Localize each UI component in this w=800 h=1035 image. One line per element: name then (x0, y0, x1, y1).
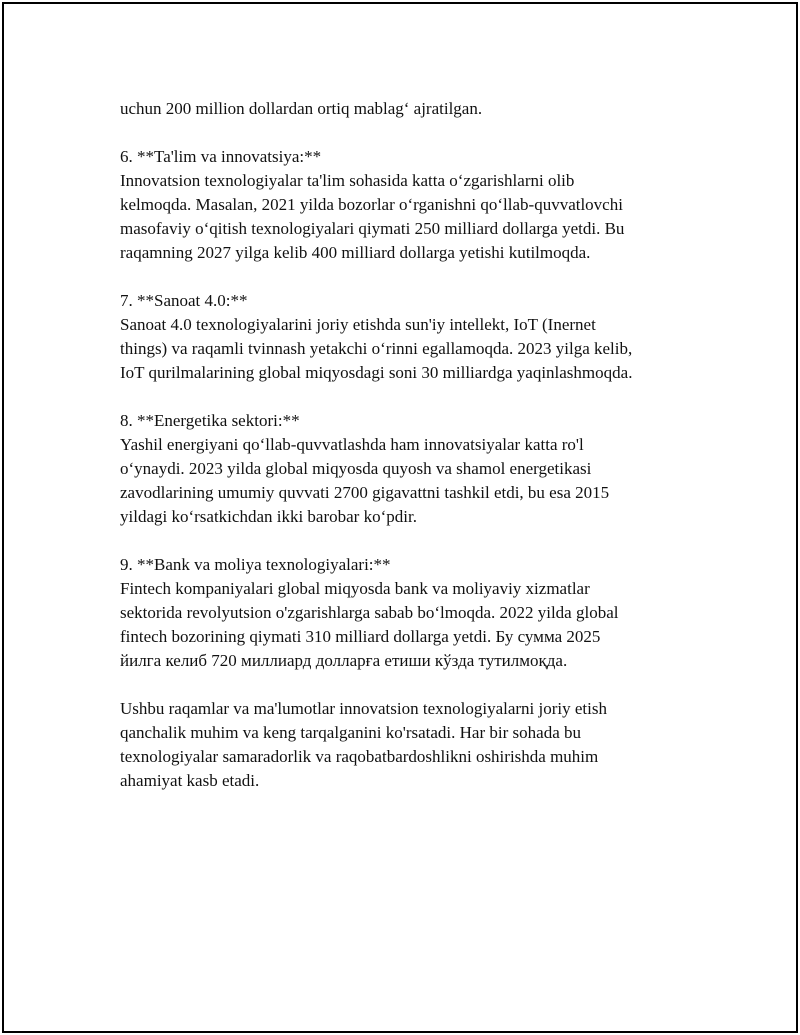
section-heading: 8. **Energetika sektori:** (120, 411, 300, 430)
paragraph-gap (120, 385, 700, 409)
paragraph-gap (120, 265, 700, 289)
paragraph-gap (120, 121, 700, 145)
section-body: Yashil energiyani qo‘llab-quvvatlashda ham innovatsiyalar katta ro'l o‘ynaydi. 2023 yilda global miqyosda quyosh va shamol energetikasi zavodlarining umumiy quvvati 2700 gigavattni tashkil etdi, bu esa 2015 yildagi ko‘rsatkichdan ikki barobar ko‘pdir. (120, 435, 610, 526)
section-body: Fintech kompaniyalari global miqyosda bank va moliyaviy xizmatlar sektorida revolyutsion o'zgarishlarga sabab bo‘lmoqda. 2022 yilda global fintech bozorining qiymati 310 milliard dollarga yetdi. Бу сумма 2025 йилга келиб 720 миллиард долларға етиши кўзда тутилмоқда. (120, 579, 619, 670)
section-industry (120, 289, 700, 385)
paragraph-gap (120, 673, 700, 697)
section-education (120, 145, 700, 265)
section-body: Sanoat 4.0 texnologiyalarini joriy etishda sun'iy intellekt, IoT (Inernet things) va raqamli tvinnash yetakchi o‘rinni egallamoqda. 2023 yilga kelib, IoT qurilmalarining global miqyosdagi soni 30 milliardga yaqinlashmoqda. (120, 315, 633, 382)
paragraph-gap (120, 529, 700, 553)
section-body: Innovatsion texnologiyalar ta'lim sohasida katta o‘zgarishlarni olib kelmoqda. Masalan, 2021 yilda bozorlar o‘rganishni qo‘llab-quvvatlovchi masofaviy o‘qitish texnologiyalari qiymati 250 milliard dollarga yetdi. Bu raqamning 2027 yilga kelib 400 milliard dollarga yetishi kutilmoqda. (120, 171, 625, 262)
section-energy (120, 409, 700, 529)
closing-paragraph: Ushbu raqamlar va ma'lumotlar innovatsion texnologiyalarni joriy etish qanchalik muhim va keng tarqalganini ko'rsatadi. Har bir sohada bu texnologiyalar samaradorlik va raqobatbardoshlikni oshirishda muhim ahamiyat kasb etadi. (120, 699, 607, 790)
page-frame (2, 2, 798, 1033)
document-body (120, 97, 700, 793)
section-banking (120, 553, 700, 673)
section-heading: 7. **Sanoat 4.0:** (120, 291, 248, 310)
section-heading: 9. **Bank va moliya texnologiyalari:** (120, 555, 391, 574)
section-heading: 6. **Ta'lim va innovatsiya:** (120, 147, 322, 166)
opening-line: uchun 200 million dollardan ortiq mablag‘ ajratilgan. (120, 99, 483, 118)
